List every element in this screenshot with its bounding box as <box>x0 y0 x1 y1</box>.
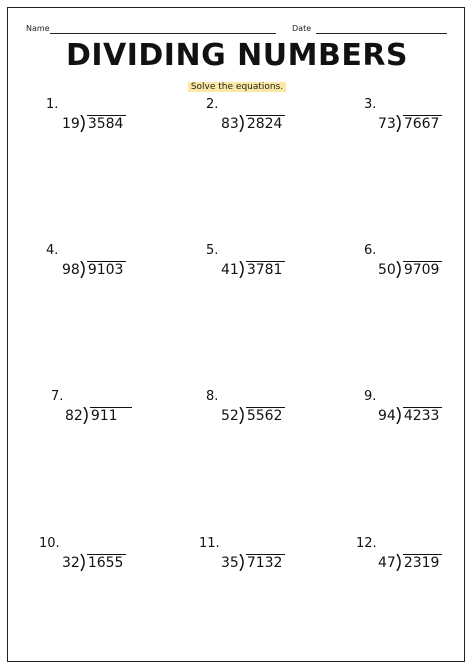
date-line <box>316 33 447 34</box>
dividend: 9103 <box>87 261 127 278</box>
name-label: Name <box>26 24 50 33</box>
problem-3 <box>364 97 474 157</box>
divisor: 83 <box>221 116 239 132</box>
subtitle-wrap <box>0 74 474 93</box>
problem-12 <box>356 536 466 596</box>
problem-number: 2. <box>206 97 219 112</box>
divisor: 47 <box>378 555 396 571</box>
problem-10 <box>39 536 149 596</box>
division-bracket <box>239 407 246 424</box>
dividend: 2824 <box>246 115 286 132</box>
division-bracket <box>80 115 87 132</box>
problem-8 <box>206 389 316 449</box>
division-bracket <box>396 115 403 132</box>
name-field <box>26 24 50 33</box>
dividend: 7132 <box>246 554 286 571</box>
problem-number: 5. <box>206 243 219 258</box>
dividend: 5562 <box>246 407 286 424</box>
long-division <box>378 261 442 278</box>
divisor: 19 <box>62 116 80 132</box>
problem-6 <box>364 243 474 303</box>
problem-number: 1. <box>46 97 59 112</box>
problem-number: 6. <box>364 243 377 258</box>
long-division <box>378 554 442 571</box>
long-division <box>378 115 442 132</box>
long-division <box>65 407 132 424</box>
division-bracket <box>239 554 246 571</box>
dividend: 3584 <box>87 115 127 132</box>
division-bracket <box>239 261 246 278</box>
problem-9 <box>364 389 474 449</box>
long-division <box>221 115 285 132</box>
problem-number: 10. <box>39 536 60 551</box>
divisor: 32 <box>62 555 80 571</box>
dividend: 1655 <box>87 554 127 571</box>
division-bracket <box>80 261 87 278</box>
dividend: 9709 <box>403 261 443 278</box>
problem-number: 4. <box>46 243 59 258</box>
dividend: 7667 <box>403 115 443 132</box>
long-division <box>62 554 126 571</box>
date-field <box>292 24 311 33</box>
long-division <box>221 407 285 424</box>
long-division <box>221 554 285 571</box>
divisor: 82 <box>65 408 83 424</box>
division-bracket <box>239 115 246 132</box>
divisor: 50 <box>378 262 396 278</box>
divisor: 98 <box>62 262 80 278</box>
divisor: 35 <box>221 555 239 571</box>
problem-number: 12. <box>356 536 377 551</box>
problem-number: 8. <box>206 389 219 404</box>
problem-2 <box>206 97 316 157</box>
dividend: 3781 <box>246 261 286 278</box>
problem-number: 3. <box>364 97 377 112</box>
division-bracket <box>396 261 403 278</box>
problem-4 <box>46 243 156 303</box>
divisor: 52 <box>221 408 239 424</box>
long-division <box>221 261 285 278</box>
divisor: 73 <box>378 116 396 132</box>
problem-number: 7. <box>51 389 64 404</box>
long-division <box>62 261 126 278</box>
divisor: 94 <box>378 408 396 424</box>
divisor: 41 <box>221 262 239 278</box>
dividend: 2319 <box>403 554 443 571</box>
division-bracket <box>396 554 403 571</box>
division-bracket <box>396 407 403 424</box>
problem-number: 9. <box>364 389 377 404</box>
name-line <box>50 33 276 34</box>
dividend: 911 <box>90 407 132 424</box>
problem-11 <box>199 536 309 596</box>
long-division <box>378 407 442 424</box>
long-division <box>62 115 126 132</box>
problem-5 <box>206 243 316 303</box>
dividend: 4233 <box>403 407 443 424</box>
division-bracket <box>80 554 87 571</box>
problem-1 <box>46 97 156 157</box>
date-label: Date <box>292 24 312 33</box>
division-bracket <box>83 407 90 424</box>
worksheet-subtitle: Solve the equations. <box>188 82 286 92</box>
problem-number: 11. <box>199 536 220 551</box>
problem-7 <box>51 389 161 449</box>
worksheet-title: DIVIDING NUMBERS <box>65 38 409 73</box>
